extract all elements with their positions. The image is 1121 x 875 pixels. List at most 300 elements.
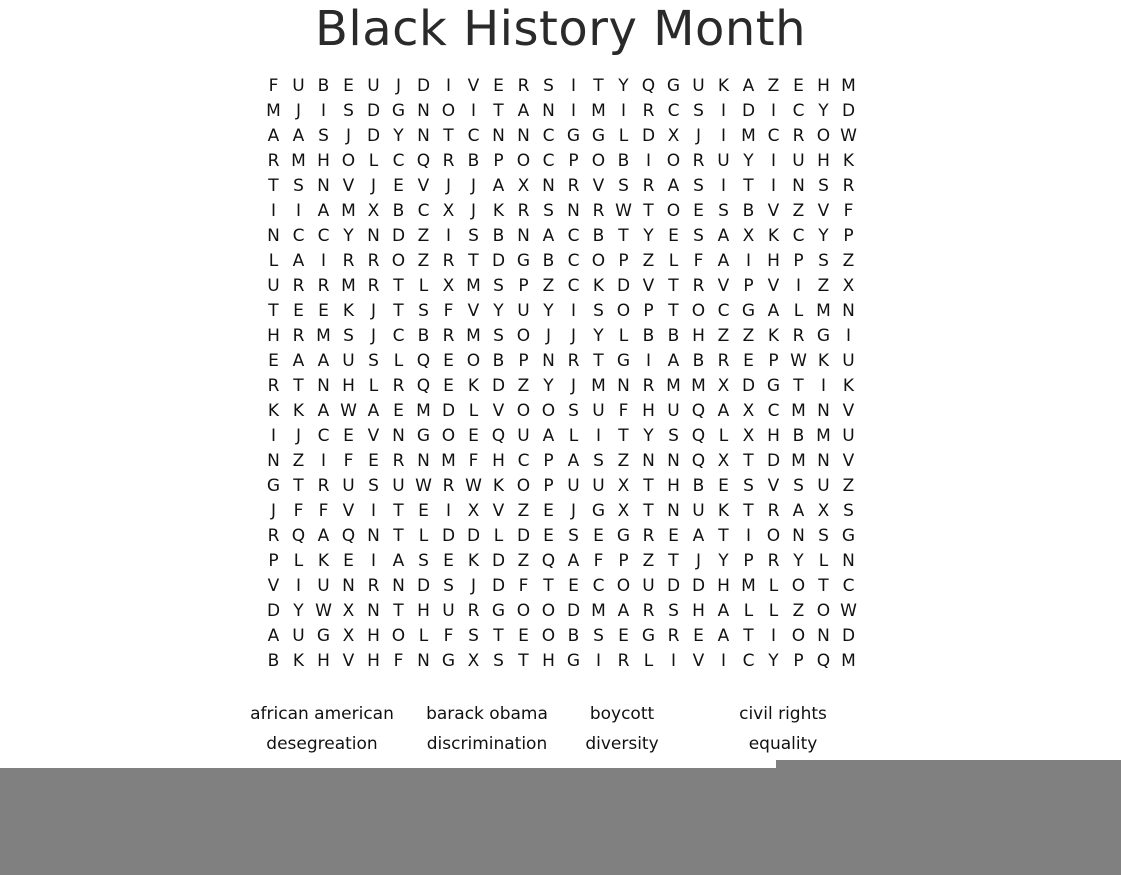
grid-letter[interactable]: D bbox=[516, 526, 531, 546]
grid-letter[interactable]: E bbox=[743, 351, 754, 371]
grid-letter[interactable]: S bbox=[343, 101, 354, 121]
grid-letter[interactable]: M bbox=[816, 426, 831, 446]
grid-letter[interactable]: N bbox=[842, 551, 855, 571]
grid-letter[interactable]: S bbox=[693, 176, 704, 196]
grid-letter[interactable]: T bbox=[593, 76, 604, 96]
grid-letter[interactable]: I bbox=[320, 101, 326, 121]
grid-letter[interactable]: X bbox=[342, 626, 355, 646]
grid-letter[interactable]: W bbox=[465, 476, 482, 496]
grid-letter[interactable]: C bbox=[767, 401, 780, 421]
grid-letter[interactable]: J bbox=[470, 201, 476, 221]
grid-letter[interactable]: H bbox=[342, 376, 355, 396]
grid-letter[interactable]: P bbox=[743, 276, 754, 296]
grid-letter[interactable]: T bbox=[618, 426, 629, 446]
grid-letter[interactable]: B bbox=[792, 426, 805, 446]
grid-letter[interactable]: E bbox=[443, 551, 454, 571]
grid-letter[interactable]: I bbox=[770, 151, 776, 171]
grid-letter[interactable]: P bbox=[843, 226, 854, 246]
grid-letter[interactable]: J bbox=[295, 426, 301, 446]
grid-letter[interactable]: O bbox=[616, 301, 631, 321]
grid-letter[interactable]: U bbox=[267, 276, 280, 296]
grid-letter[interactable]: M bbox=[666, 376, 681, 396]
grid-letter[interactable]: N bbox=[317, 376, 330, 396]
grid-letter[interactable]: G bbox=[841, 526, 856, 546]
grid-letter[interactable]: R bbox=[642, 526, 655, 546]
grid-letter[interactable]: N bbox=[417, 126, 430, 146]
grid-letter[interactable]: V bbox=[267, 576, 280, 596]
grid-letter[interactable]: L bbox=[368, 151, 379, 171]
grid-letter[interactable]: G bbox=[641, 626, 656, 646]
grid-letter[interactable]: O bbox=[516, 151, 531, 171]
grid-letter[interactable]: J bbox=[470, 576, 476, 596]
grid-letter[interactable]: T bbox=[593, 351, 604, 371]
grid-letter[interactable]: L bbox=[718, 426, 729, 446]
grid-letter[interactable]: N bbox=[667, 501, 680, 521]
grid-letter[interactable]: M bbox=[816, 301, 831, 321]
grid-letter[interactable]: V bbox=[467, 76, 480, 96]
grid-letter[interactable]: Y bbox=[818, 101, 829, 121]
grid-letter[interactable]: K bbox=[767, 326, 780, 346]
grid-letter[interactable]: N bbox=[542, 176, 555, 196]
grid-letter[interactable]: S bbox=[618, 176, 629, 196]
grid-letter[interactable]: E bbox=[693, 201, 704, 221]
grid-letter[interactable]: V bbox=[342, 651, 355, 671]
grid-letter[interactable]: I bbox=[270, 201, 276, 221]
grid-letter[interactable]: T bbox=[818, 576, 829, 596]
grid-letter[interactable]: C bbox=[717, 301, 730, 321]
grid-letter[interactable]: D bbox=[416, 576, 431, 596]
grid-letter[interactable]: Z bbox=[717, 326, 730, 346]
grid-letter[interactable]: S bbox=[593, 451, 604, 471]
grid-letter[interactable]: U bbox=[567, 476, 580, 496]
grid-letter[interactable]: M bbox=[316, 326, 331, 346]
grid-letter[interactable]: H bbox=[717, 576, 730, 596]
grid-letter[interactable]: T bbox=[393, 301, 404, 321]
grid-letter[interactable]: T bbox=[393, 501, 404, 521]
grid-letter[interactable]: D bbox=[641, 126, 656, 146]
grid-letter[interactable]: A bbox=[542, 226, 555, 246]
grid-letter[interactable]: A bbox=[317, 401, 330, 421]
grid-letter[interactable]: M bbox=[341, 276, 356, 296]
grid-letter[interactable]: H bbox=[492, 451, 505, 471]
grid-letter[interactable]: R bbox=[517, 201, 530, 221]
grid-letter[interactable]: R bbox=[392, 451, 405, 471]
grid-letter[interactable]: A bbox=[667, 351, 680, 371]
grid-letter[interactable]: N bbox=[567, 201, 580, 221]
grid-letter[interactable]: T bbox=[268, 301, 279, 321]
grid-letter[interactable]: B bbox=[492, 226, 505, 246]
grid-letter[interactable]: A bbox=[792, 501, 805, 521]
grid-letter[interactable]: A bbox=[367, 401, 380, 421]
grid-letter[interactable]: R bbox=[367, 276, 380, 296]
grid-letter[interactable]: V bbox=[767, 476, 780, 496]
grid-letter[interactable]: S bbox=[543, 76, 554, 96]
grid-letter[interactable]: Y bbox=[643, 226, 654, 246]
grid-letter[interactable]: R bbox=[392, 376, 405, 396]
grid-letter[interactable]: N bbox=[317, 176, 330, 196]
grid-letter[interactable]: H bbox=[367, 626, 380, 646]
grid-letter[interactable]: B bbox=[592, 226, 605, 246]
grid-letter[interactable]: X bbox=[817, 501, 830, 521]
grid-letter[interactable]: E bbox=[368, 451, 379, 471]
grid-letter[interactable]: T bbox=[793, 376, 804, 396]
grid-letter[interactable]: Y bbox=[543, 376, 554, 396]
grid-letter[interactable]: U bbox=[692, 501, 705, 521]
grid-letter[interactable]: Q bbox=[816, 651, 831, 671]
grid-letter[interactable]: A bbox=[567, 451, 580, 471]
grid-letter[interactable]: U bbox=[517, 301, 530, 321]
grid-letter[interactable]: Z bbox=[542, 276, 555, 296]
grid-letter[interactable]: O bbox=[516, 601, 531, 621]
grid-letter[interactable]: P bbox=[793, 651, 804, 671]
grid-letter[interactable]: O bbox=[516, 326, 531, 346]
grid-letter[interactable]: C bbox=[767, 126, 780, 146]
grid-letter[interactable]: I bbox=[720, 176, 726, 196]
grid-letter[interactable]: R bbox=[517, 76, 530, 96]
grid-letter[interactable]: N bbox=[267, 226, 280, 246]
grid-letter[interactable]: E bbox=[668, 526, 679, 546]
grid-letter[interactable]: L bbox=[768, 576, 779, 596]
grid-letter[interactable]: E bbox=[393, 176, 404, 196]
grid-letter[interactable]: Z bbox=[517, 501, 530, 521]
grid-letter[interactable]: F bbox=[268, 76, 279, 96]
grid-letter[interactable]: O bbox=[541, 626, 556, 646]
grid-letter[interactable]: N bbox=[617, 376, 630, 396]
grid-letter[interactable]: E bbox=[343, 76, 354, 96]
grid-letter[interactable]: H bbox=[667, 476, 680, 496]
grid-letter[interactable]: P bbox=[518, 351, 529, 371]
grid-letter[interactable]: U bbox=[592, 476, 605, 496]
grid-letter[interactable]: S bbox=[493, 651, 504, 671]
grid-letter[interactable]: J bbox=[395, 76, 401, 96]
grid-letter[interactable]: F bbox=[393, 651, 404, 671]
grid-letter[interactable]: E bbox=[443, 376, 454, 396]
grid-letter[interactable]: Z bbox=[292, 451, 305, 471]
grid-letter[interactable]: Z bbox=[742, 326, 755, 346]
grid-letter[interactable]: H bbox=[417, 601, 430, 621]
grid-letter[interactable]: V bbox=[342, 501, 355, 521]
grid-letter[interactable]: I bbox=[370, 551, 376, 571]
grid-letter[interactable]: C bbox=[567, 226, 580, 246]
grid-letter[interactable]: G bbox=[441, 651, 456, 671]
grid-letter[interactable]: E bbox=[343, 426, 354, 446]
grid-letter[interactable]: T bbox=[718, 526, 729, 546]
grid-letter[interactable]: E bbox=[443, 351, 454, 371]
grid-letter[interactable]: Q bbox=[416, 376, 431, 396]
grid-letter[interactable]: H bbox=[767, 426, 780, 446]
grid-letter[interactable]: O bbox=[591, 151, 606, 171]
grid-letter[interactable]: U bbox=[367, 76, 380, 96]
grid-letter[interactable]: D bbox=[841, 626, 856, 646]
grid-letter[interactable]: O bbox=[441, 426, 456, 446]
grid-letter[interactable]: Y bbox=[793, 551, 804, 571]
grid-letter[interactable]: F bbox=[318, 501, 329, 521]
grid-letter[interactable]: O bbox=[591, 251, 606, 271]
grid-letter[interactable]: A bbox=[717, 401, 730, 421]
grid-letter[interactable]: D bbox=[741, 376, 756, 396]
grid-letter[interactable]: S bbox=[668, 426, 679, 446]
grid-letter[interactable]: P bbox=[543, 476, 554, 496]
grid-letter[interactable]: S bbox=[593, 301, 604, 321]
grid-letter[interactable]: P bbox=[743, 551, 754, 571]
grid-letter[interactable]: C bbox=[567, 251, 580, 271]
grid-letter[interactable]: V bbox=[342, 176, 355, 196]
grid-letter[interactable]: S bbox=[793, 476, 804, 496]
grid-letter[interactable]: K bbox=[717, 76, 730, 96]
grid-letter[interactable]: E bbox=[793, 76, 804, 96]
grid-letter[interactable]: G bbox=[516, 251, 531, 271]
grid-letter[interactable]: U bbox=[817, 476, 830, 496]
grid-letter[interactable]: U bbox=[842, 351, 855, 371]
grid-letter[interactable]: H bbox=[317, 151, 330, 171]
grid-letter[interactable]: U bbox=[292, 76, 305, 96]
grid-letter[interactable]: S bbox=[343, 326, 354, 346]
grid-letter[interactable]: V bbox=[842, 451, 855, 471]
grid-letter[interactable]: U bbox=[517, 426, 530, 446]
grid-letter[interactable]: D bbox=[441, 401, 456, 421]
grid-letter[interactable]: T bbox=[643, 201, 654, 221]
grid-letter[interactable]: M bbox=[466, 276, 481, 296]
grid-letter[interactable]: K bbox=[492, 201, 505, 221]
grid-letter[interactable]: Z bbox=[617, 451, 630, 471]
grid-letter[interactable]: B bbox=[567, 626, 580, 646]
grid-letter[interactable]: I bbox=[845, 326, 851, 346]
grid-letter[interactable]: X bbox=[617, 501, 630, 521]
grid-letter[interactable]: R bbox=[642, 376, 655, 396]
grid-letter[interactable]: N bbox=[842, 301, 855, 321]
grid-letter[interactable]: R bbox=[442, 151, 455, 171]
grid-letter[interactable]: U bbox=[642, 576, 655, 596]
grid-letter[interactable]: N bbox=[642, 451, 655, 471]
grid-letter[interactable]: O bbox=[616, 576, 631, 596]
grid-letter[interactable]: I bbox=[270, 426, 276, 446]
grid-letter[interactable]: A bbox=[267, 626, 280, 646]
grid-letter[interactable]: Y bbox=[643, 426, 654, 446]
grid-letter[interactable]: T bbox=[393, 276, 404, 296]
grid-letter[interactable]: G bbox=[816, 326, 831, 346]
grid-letter[interactable]: Q bbox=[416, 151, 431, 171]
grid-letter[interactable]: X bbox=[442, 201, 455, 221]
grid-letter[interactable]: O bbox=[441, 101, 456, 121]
grid-letter[interactable]: E bbox=[718, 476, 729, 496]
grid-letter[interactable]: H bbox=[317, 651, 330, 671]
grid-letter[interactable]: N bbox=[792, 176, 805, 196]
grid-letter[interactable]: U bbox=[792, 151, 805, 171]
grid-letter[interactable]: E bbox=[268, 351, 279, 371]
grid-letter[interactable]: S bbox=[468, 626, 479, 646]
grid-letter[interactable]: A bbox=[692, 526, 705, 546]
grid-letter[interactable]: D bbox=[766, 451, 781, 471]
grid-letter[interactable]: S bbox=[693, 101, 704, 121]
grid-letter[interactable]: I bbox=[770, 626, 776, 646]
grid-letter[interactable]: Y bbox=[818, 226, 829, 246]
grid-letter[interactable]: C bbox=[292, 226, 305, 246]
grid-letter[interactable]: R bbox=[642, 101, 655, 121]
grid-letter[interactable]: A bbox=[517, 101, 530, 121]
grid-letter[interactable]: D bbox=[366, 101, 381, 121]
grid-letter[interactable]: X bbox=[467, 501, 480, 521]
grid-letter[interactable]: T bbox=[493, 626, 504, 646]
grid-letter[interactable]: D bbox=[391, 226, 406, 246]
grid-letter[interactable]: C bbox=[742, 651, 755, 671]
grid-letter[interactable]: L bbox=[418, 526, 429, 546]
grid-letter[interactable]: Y bbox=[718, 551, 729, 571]
grid-letter[interactable]: N bbox=[367, 601, 380, 621]
grid-letter[interactable]: C bbox=[392, 151, 405, 171]
grid-letter[interactable]: E bbox=[518, 626, 529, 646]
grid-letter[interactable]: X bbox=[467, 651, 480, 671]
grid-letter[interactable]: C bbox=[592, 576, 605, 596]
grid-letter[interactable]: I bbox=[445, 501, 451, 521]
grid-letter[interactable]: D bbox=[566, 601, 581, 621]
grid-letter[interactable]: M bbox=[466, 326, 481, 346]
grid-letter[interactable]: S bbox=[368, 476, 379, 496]
grid-letter[interactable]: L bbox=[743, 601, 754, 621]
grid-letter[interactable]: W bbox=[840, 601, 857, 621]
grid-letter[interactable]: D bbox=[466, 526, 481, 546]
grid-letter[interactable]: Q bbox=[691, 401, 706, 421]
grid-letter[interactable]: D bbox=[741, 101, 756, 121]
grid-letter[interactable]: N bbox=[667, 451, 680, 471]
grid-letter[interactable]: K bbox=[717, 501, 730, 521]
grid-letter[interactable]: Q bbox=[341, 526, 356, 546]
grid-letter[interactable]: R bbox=[692, 276, 705, 296]
grid-letter[interactable]: I bbox=[570, 101, 576, 121]
grid-letter[interactable]: L bbox=[643, 651, 654, 671]
grid-letter[interactable]: Y bbox=[293, 601, 304, 621]
grid-letter[interactable]: R bbox=[567, 176, 580, 196]
grid-letter[interactable]: T bbox=[743, 451, 754, 471]
grid-letter[interactable]: C bbox=[567, 276, 580, 296]
grid-letter[interactable]: X bbox=[742, 426, 755, 446]
grid-letter[interactable]: T bbox=[668, 551, 679, 571]
grid-letter[interactable]: A bbox=[717, 251, 730, 271]
grid-letter[interactable]: G bbox=[616, 526, 631, 546]
grid-letter[interactable]: R bbox=[292, 326, 305, 346]
grid-letter[interactable]: T bbox=[743, 176, 754, 196]
grid-letter[interactable]: X bbox=[717, 376, 730, 396]
grid-letter[interactable]: D bbox=[441, 526, 456, 546]
grid-letter[interactable]: L bbox=[768, 601, 779, 621]
grid-letter[interactable]: X bbox=[517, 176, 530, 196]
grid-letter[interactable]: S bbox=[818, 176, 829, 196]
grid-letter[interactable]: O bbox=[816, 601, 831, 621]
grid-letter[interactable]: I bbox=[770, 176, 776, 196]
grid-letter[interactable]: V bbox=[717, 276, 730, 296]
grid-letter[interactable]: O bbox=[766, 526, 781, 546]
grid-letter[interactable]: C bbox=[542, 151, 555, 171]
grid-letter[interactable]: I bbox=[620, 101, 626, 121]
grid-letter[interactable]: C bbox=[417, 201, 430, 221]
grid-letter[interactable]: I bbox=[770, 101, 776, 121]
grid-letter[interactable]: K bbox=[317, 551, 330, 571]
grid-letter[interactable]: Q bbox=[491, 426, 506, 446]
grid-letter[interactable]: L bbox=[418, 276, 429, 296]
grid-letter[interactable]: M bbox=[341, 201, 356, 221]
grid-letter[interactable]: W bbox=[790, 351, 807, 371]
grid-letter[interactable]: B bbox=[692, 351, 705, 371]
grid-letter[interactable]: S bbox=[693, 226, 704, 246]
grid-letter[interactable]: A bbox=[492, 176, 505, 196]
grid-letter[interactable]: R bbox=[442, 251, 455, 271]
grid-letter[interactable]: V bbox=[417, 176, 430, 196]
grid-letter[interactable]: M bbox=[591, 601, 606, 621]
grid-letter[interactable]: H bbox=[692, 601, 705, 621]
grid-letter[interactable]: M bbox=[691, 376, 706, 396]
grid-letter[interactable]: S bbox=[418, 301, 429, 321]
grid-letter[interactable]: S bbox=[593, 626, 604, 646]
grid-letter[interactable]: A bbox=[292, 351, 305, 371]
grid-letter[interactable]: K bbox=[592, 276, 605, 296]
grid-letter[interactable]: Y bbox=[393, 126, 404, 146]
grid-letter[interactable]: E bbox=[343, 551, 354, 571]
grid-letter[interactable]: W bbox=[315, 601, 332, 621]
grid-letter[interactable]: D bbox=[491, 251, 506, 271]
grid-letter[interactable]: K bbox=[467, 551, 480, 571]
grid-letter[interactable]: R bbox=[317, 276, 330, 296]
grid-letter[interactable]: Z bbox=[767, 76, 780, 96]
grid-letter[interactable]: R bbox=[667, 626, 680, 646]
grid-letter[interactable]: X bbox=[342, 601, 355, 621]
grid-letter[interactable]: A bbox=[717, 626, 730, 646]
grid-letter[interactable]: O bbox=[541, 401, 556, 421]
grid-letter[interactable]: F bbox=[443, 301, 454, 321]
grid-letter[interactable]: I bbox=[570, 301, 576, 321]
grid-letter[interactable]: P bbox=[493, 151, 504, 171]
grid-letter[interactable]: B bbox=[742, 201, 755, 221]
grid-letter[interactable]: M bbox=[591, 376, 606, 396]
grid-letter[interactable]: B bbox=[542, 251, 555, 271]
grid-letter[interactable]: Q bbox=[641, 76, 656, 96]
grid-letter[interactable]: G bbox=[491, 601, 506, 621]
grid-letter[interactable]: U bbox=[592, 401, 605, 421]
grid-letter[interactable]: B bbox=[617, 151, 630, 171]
grid-letter[interactable]: H bbox=[692, 326, 705, 346]
grid-letter[interactable]: J bbox=[270, 501, 276, 521]
grid-letter[interactable]: R bbox=[767, 501, 780, 521]
grid-letter[interactable]: U bbox=[317, 576, 330, 596]
grid-letter[interactable]: X bbox=[617, 476, 630, 496]
grid-letter[interactable]: Z bbox=[642, 551, 655, 571]
grid-letter[interactable]: O bbox=[516, 476, 531, 496]
grid-letter[interactable]: T bbox=[268, 176, 279, 196]
grid-letter[interactable]: M bbox=[791, 401, 806, 421]
grid-letter[interactable]: O bbox=[791, 626, 806, 646]
grid-letter[interactable]: J bbox=[695, 551, 701, 571]
grid-letter[interactable]: K bbox=[492, 476, 505, 496]
grid-letter[interactable]: H bbox=[642, 401, 655, 421]
grid-letter[interactable]: E bbox=[668, 226, 679, 246]
grid-letter[interactable]: K bbox=[842, 376, 855, 396]
grid-letter[interactable]: X bbox=[842, 276, 855, 296]
grid-letter[interactable]: I bbox=[295, 201, 301, 221]
grid-letter[interactable]: P bbox=[518, 276, 529, 296]
grid-letter[interactable]: Y bbox=[593, 326, 604, 346]
grid-letter[interactable]: E bbox=[418, 501, 429, 521]
grid-letter[interactable]: Q bbox=[416, 351, 431, 371]
grid-letter[interactable]: L bbox=[618, 126, 629, 146]
grid-letter[interactable]: N bbox=[817, 401, 830, 421]
grid-letter[interactable]: Z bbox=[417, 226, 430, 246]
grid-letter[interactable]: L bbox=[468, 401, 479, 421]
grid-letter[interactable]: A bbox=[567, 551, 580, 571]
grid-letter[interactable]: S bbox=[818, 251, 829, 271]
grid-letter[interactable]: V bbox=[817, 201, 830, 221]
grid-letter[interactable]: G bbox=[391, 101, 406, 121]
grid-letter[interactable]: J bbox=[570, 376, 576, 396]
grid-letter[interactable]: J bbox=[295, 101, 301, 121]
grid-letter[interactable]: J bbox=[370, 176, 376, 196]
